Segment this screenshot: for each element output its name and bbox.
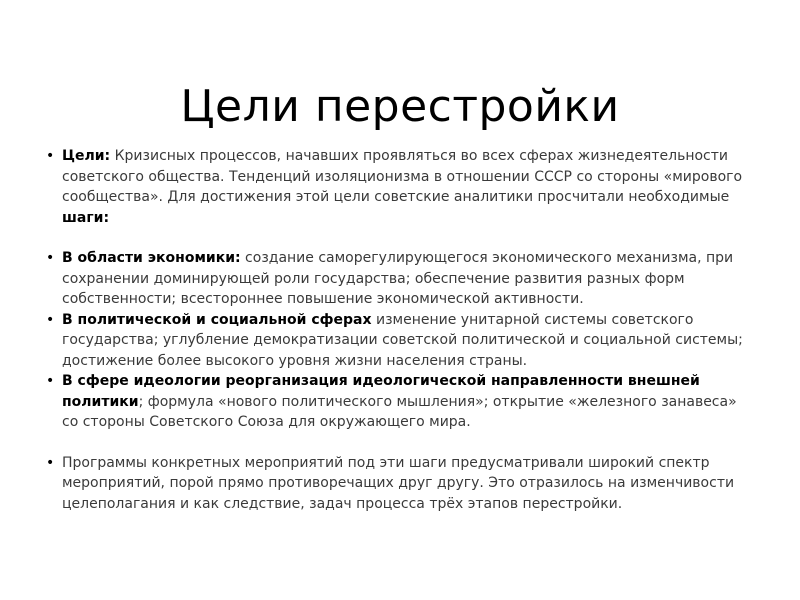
bullet-text: ; формула «нового политического мышления»; открытие «железного занавеса» со стороны Советского Союза для окружающего мира. [62, 393, 737, 430]
bullet-goals [44, 146, 754, 228]
bullet-text: создание саморегулирующегося экономического механизма, при сохранении доминирующей роли государства; обеспечение развития разных форм собственности; всестороннее повышение экономической активности. [62, 250, 734, 307]
slide-title: Цели перестройки [180, 81, 620, 133]
bullet-lead: В области экономики: [62, 250, 241, 266]
bullet-text: Программы конкретных мероприятий под эти шаги предусматривали широкий спектр мероприятий, порой прямо противоречащих друг другу. Это отразилось на изменчивости целеполагания и как следствие, задач процесса трёх этапов перестройки. [62, 454, 735, 512]
bullet-programs [44, 453, 754, 515]
bullet-text: изменение унитарной системы советского государства; углубление демократизации советской политической и социальной системы; достижение более высокого уровня жизни населения страны. [62, 311, 743, 369]
bullet-trail: шаги: [62, 209, 110, 226]
bullet-lead: Цели: [62, 148, 111, 164]
bullet-lead: В сфере идеологии реорганизация идеологической направленности внешней политики [62, 373, 700, 410]
bullet-ideology [44, 371, 754, 433]
bullet-economy [44, 248, 754, 310]
bullet-politics [44, 310, 754, 372]
bullet-lead: В политической и социальной сферах [62, 311, 372, 328]
bullet-list [44, 146, 754, 514]
bullet-text: Кризисных процессов, начавших проявляться во всех сферах жизнедеятельности советского общества. Тенденций изоляционизма в отношении СССР со стороны «мирового сообщества». Для достижения этой цели советские аналитики просчитали необходимые [62, 148, 743, 205]
